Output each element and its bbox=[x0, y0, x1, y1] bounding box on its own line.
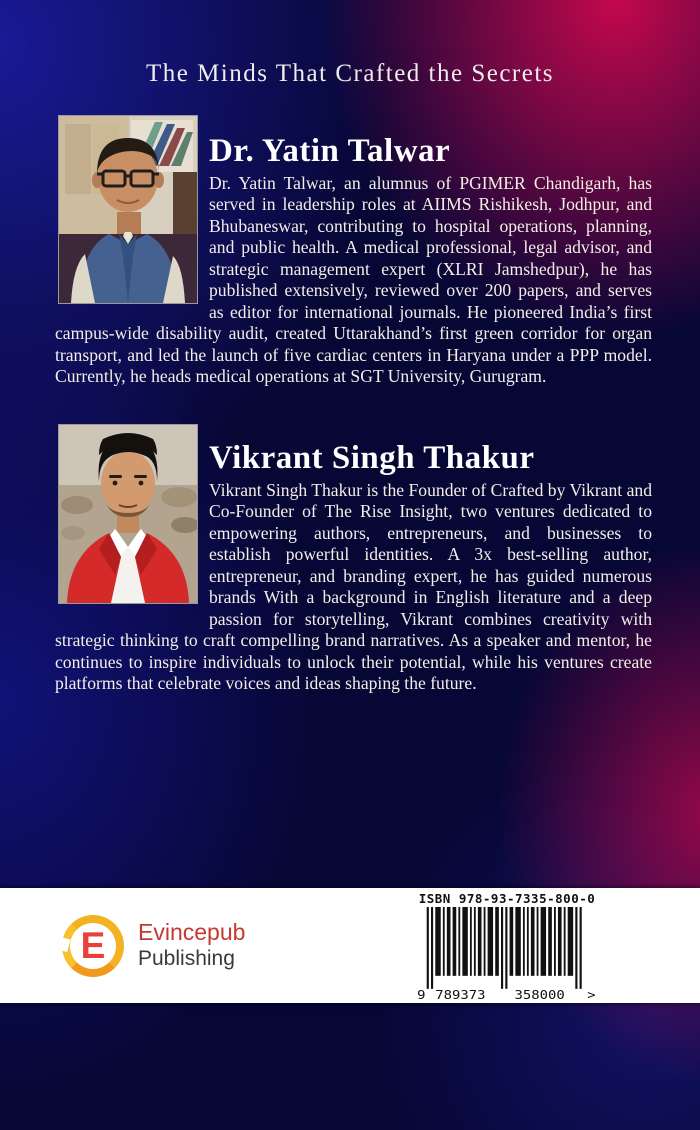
publisher-logo bbox=[62, 915, 245, 977]
author-name-yatin-talwar: Dr. Yatin Talwar bbox=[209, 133, 451, 169]
barcode-digit-lead: 9 bbox=[417, 988, 426, 1000]
barcode-digit-group1: 789373 bbox=[435, 988, 486, 1000]
publisher-brand-name: Evincepub bbox=[138, 919, 246, 946]
author-bio-vikrant-singh-thakur: Vikrant Singh Thakur is the Founder of Crafted by Vikrant and Co-Founder of The Rise Insight, two ventures dedicated to empowering authors, entrepreneurs, and businesses to establish powerful identities. A 3x best-selling author, entrepreneur, and branding expert, he has guided numerous brands With a background in English literature and a deep passion for storytelling, Vikrant combines creativity with strategic thinking to craft compelling brand narratives. As a speaker and mentor, he continues to inspire individuals to unlock their potential, while his ventures create platforms that celebrate voices and ideas shaping the future. bbox=[55, 479, 652, 694]
author-section-vikrant-singh-thakur bbox=[55, 424, 652, 695]
publisher-logo-ring-icon bbox=[62, 915, 124, 977]
publisher-division-name: Publishing bbox=[138, 946, 235, 970]
barcode-arrow: > bbox=[587, 988, 596, 1000]
author-name-vikrant-singh-thakur: Vikrant Singh Thakur bbox=[209, 439, 535, 476]
page-title: The Minds That Crafted the Secrets bbox=[145, 60, 555, 87]
author-photo-yatin-talwar bbox=[58, 115, 198, 304]
barcode-bars-icon bbox=[416, 907, 598, 1000]
publisher-band bbox=[0, 888, 700, 1003]
isbn-label: ISBN 978-93-7335-800-0 bbox=[418, 891, 596, 906]
author-section-yatin-talwar bbox=[55, 115, 652, 388]
isbn-barcode bbox=[416, 891, 598, 1000]
barcode-digit-group2: 358000 bbox=[514, 988, 565, 1000]
author-photo-vikrant-singh-thakur bbox=[58, 424, 198, 604]
publisher-logo-letter: E bbox=[80, 925, 106, 966]
author-bio-yatin-talwar: Dr. Yatin Talwar, an alumnus of PGIMER Chandigarh, has served in leadership roles at AIIMS Rishikesh, Jodhpur, and Bhubaneswar, contributing to hospital operations, planning, and public health. A medical professional, legal advisor, and strategic management expert (XLRI Jamshedpur), he has published extensively, reviewed over 200 papers, and serves as editor for international journals. He pioneered India’s first campus-wide disability audit, created Uttarakhand’s first green corridor for organ transport, and led the launch of five cardiac centers in Haryana under a PPP model. Currently, he heads medical operations at SGT University, Gurugram. bbox=[55, 172, 652, 387]
